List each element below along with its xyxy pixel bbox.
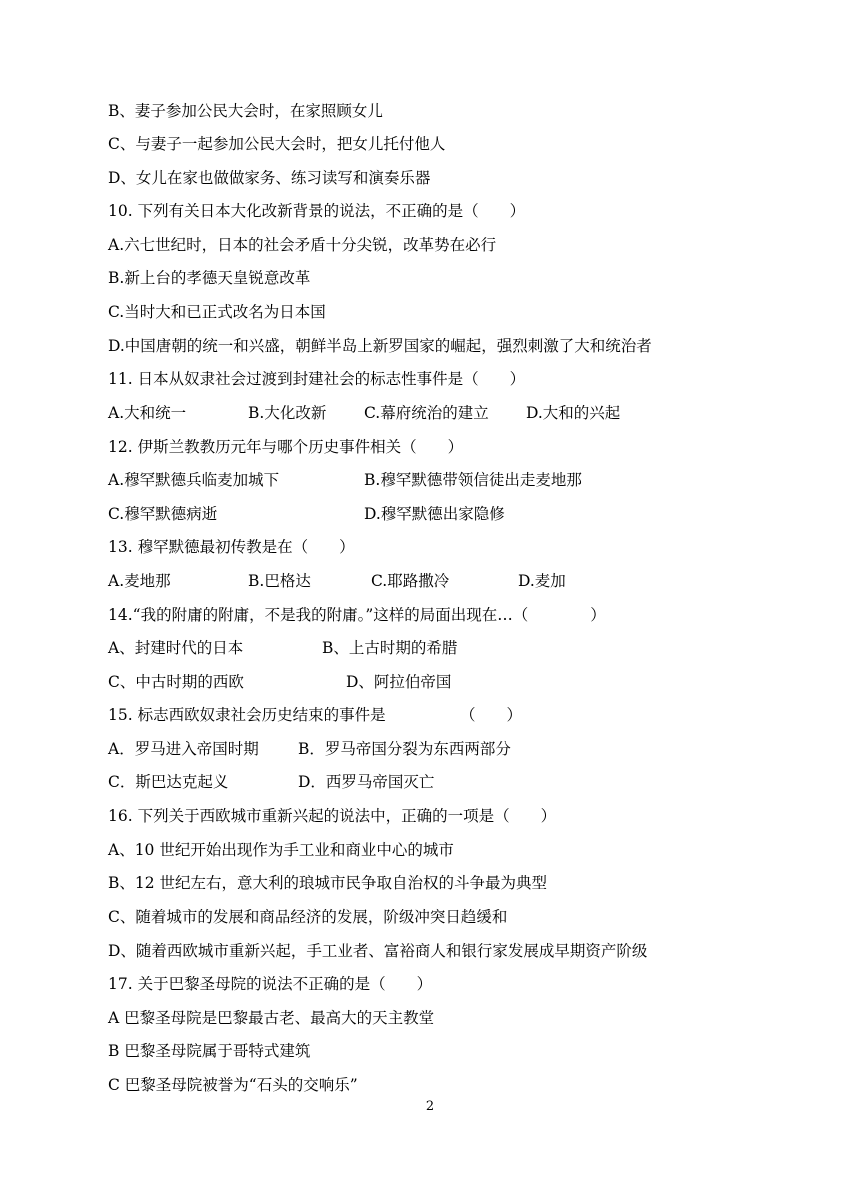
q11-option-d: D.大和的兴起 <box>526 404 621 422</box>
q16-option-c: C、随着城市的发展和商品经济的发展，阶级冲突日趋缓和 <box>108 908 508 926</box>
q9-option-c: C、与妻子一起参加公民大会时，把女儿托付他人 <box>108 135 446 153</box>
q15-stem: 15. 标志西欧奴隶社会历史结束的事件是 <box>108 706 386 724</box>
q13-option-d: D.麦加 <box>518 572 566 590</box>
q11-option-c: C.幕府统治的建立 <box>364 404 489 422</box>
q17-option-b: B 巴黎圣母院属于哥特式建筑 <box>108 1042 311 1060</box>
q13-option-c: C.耶路撒冷 <box>371 572 450 590</box>
q10-option-b: B.新上台的孝德天皇锐意改革 <box>108 269 311 287</box>
q16-option-a: A、10 世纪开始出现作为手工业和商业中心的城市 <box>108 841 454 859</box>
q16-option-d: D、随着西欧城市重新兴起，手工业者、富裕商人和银行家发展成早期资产阶级 <box>108 942 648 960</box>
q15-option-d: D．西罗马帝国灭亡 <box>298 773 435 791</box>
q12-option-d: D.穆罕默德出家隐修 <box>364 505 505 523</box>
q14-stem: 14.“我的附庸的附庸，不是我的附庸。”这样的局面出现在…（ ） <box>108 606 606 624</box>
q12-stem: 12. 伊斯兰教教历元年与哪个历史事件相关（ ） <box>108 438 464 456</box>
q12-option-a: A.穆罕默德兵临麦加城下 <box>108 471 280 489</box>
q14-option-b: B、上古时期的希腊 <box>322 639 458 657</box>
q12-option-c: C.穆罕默德病逝 <box>108 505 218 523</box>
q11-option-b: B.大化改新 <box>248 404 327 422</box>
q9-option-d: D、女儿在家也做做家务、练习读写和演奏乐器 <box>108 169 431 187</box>
q16-stem: 16. 下列关于西欧城市重新兴起的说法中，正确的一项是（ ） <box>108 807 557 825</box>
page-number: 2 <box>425 1099 435 1114</box>
q15-option-b: B．罗马帝国分裂为东西两部分 <box>298 740 511 758</box>
q14-option-a: A、封建时代的日本 <box>108 639 244 657</box>
q11-stem: 11. 日本从奴隶社会过渡到封建社会的标志性事件是（ ） <box>108 370 526 388</box>
q17-option-c: C 巴黎圣母院被誉为“石头的交响乐” <box>108 1076 358 1094</box>
q13-option-a: A.麦地那 <box>108 572 171 590</box>
q10-stem: 10. 下列有关日本大化改新背景的说法，不正确的是（ ） <box>108 202 526 220</box>
q14-option-d: D、阿拉伯帝国 <box>346 673 452 691</box>
q9-option-b: B、妻子参加公民大会时，在家照顾女儿 <box>108 102 383 120</box>
q14-option-c: C、中古时期的西欧 <box>108 673 244 691</box>
q15-option-a: A．罗马进入帝国时期 <box>108 740 259 758</box>
q17-stem: 17. 关于巴黎圣母院的说法不正确的是（ ） <box>108 975 433 993</box>
q17-option-a: A 巴黎圣母院是巴黎最古老、最高大的天主教堂 <box>108 1009 435 1027</box>
q16-option-b: B、12 世纪左右，意大利的琅城市民争取自治权的斗争最为典型 <box>108 874 548 892</box>
q11-option-a: A.大和统一 <box>108 404 187 422</box>
q15-option-c: C．斯巴达克起义 <box>108 773 229 791</box>
q12-option-b: B.穆罕默德带领信徒出走麦地那 <box>364 471 582 489</box>
q13-option-b: B.巴格达 <box>248 572 311 590</box>
q10-option-a: A.六七世纪时，日本的社会矛盾十分尖锐，改革势在必行 <box>108 236 497 254</box>
q13-stem: 13. 穆罕默德最初传教是在（ ） <box>108 538 355 556</box>
q10-option-d: D.中国唐朝的统一和兴盛，朝鲜半岛上新罗国家的崛起，强烈刺激了大和统治者 <box>108 337 652 355</box>
q15-answer-paren: （ ） <box>460 706 523 724</box>
q10-option-c: C.当时大和已正式改名为日本国 <box>108 303 326 321</box>
